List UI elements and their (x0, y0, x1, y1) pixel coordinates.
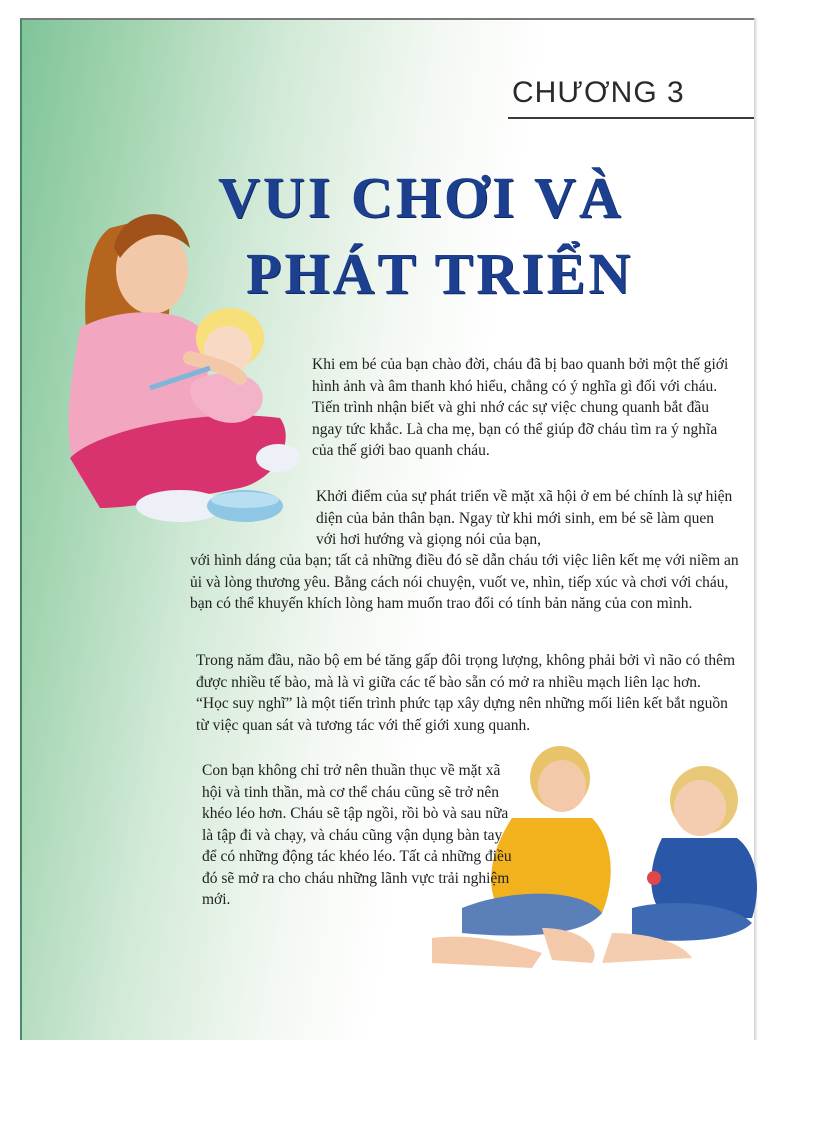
page-title-line-1: VUI CHƠI VÀ (218, 165, 624, 230)
paragraph-3: Trong năm đầu, não bộ em bé tăng gấp đôi trọng lượng, không phải bởi vì não có thêm được nhiều tế bào, mà là vì giữa các tế bào sẵn có mở ra nhiều mạch liên lạc hơn. “Học suy nghĩ” là một tiến trình phức tạp xây dựng nên những mối liên kết bắt nguồn từ việc quan sát và tương tác với thế giới xung quanh. (196, 652, 736, 734)
paragraph-2-continuation: với hình dáng của bạn; tất cả những điều đó sẽ dẫn cháu tới việc liên kết mẹ với niềm an ủi và lòng thương yêu. Bằng cách nói chuyện, vuốt ve, nhìn, tiếp xúc và chơi với cháu, bạn có thể khuyến khích lòng ham muốn trao đổi có tính bản năng của con mình. (190, 552, 739, 612)
top-border (20, 18, 754, 20)
paragraph-2-start: Khởi điểm của sự phát triển về mặt xã hội ở em bé chính là sự hiện diện của bản thân bạn. Ngay từ khi mới sinh, em bé sẽ làm quen với hơi hướng và giọng nói của bạn, (316, 488, 733, 548)
chapter-underline (508, 117, 754, 119)
girl-with-doll-illustration (40, 188, 300, 538)
chapter-label: CHƯƠNG 3 (512, 76, 685, 109)
page-title-line-2: PHÁT TRIỂN (246, 241, 634, 306)
paragraph-4: Con bạn không chỉ trở nên thuần thục về mặt xã hội và tinh thần, mà cơ thể cháu cũng sẽ trở nên khéo léo hơn. Cháu sẽ tập ngồi, rồi bò và sau nữa là tập đi và chạy, và cháu cũng vận dụng bàn tay để có những động tác khéo léo. Tất cả những điều đó sẽ mở ra cho cháu những lãnh vực trải nghiệm mới. (202, 762, 512, 908)
paragraph-1: Khi em bé của bạn chào đời, cháu đã bị bao quanh bởi một thế giới hình ảnh và âm thanh khó hiểu, chẳng có ý nghĩa gì đối với cháu. Tiến trình nhận biết và ghi nhớ các sự việc chung quanh bắt đầu ngay tức khắc. Là cha mẹ, bạn có thể giúp đỡ cháu tìm ra ý nghĩa của thế giới bao quanh cháu. (312, 356, 729, 459)
